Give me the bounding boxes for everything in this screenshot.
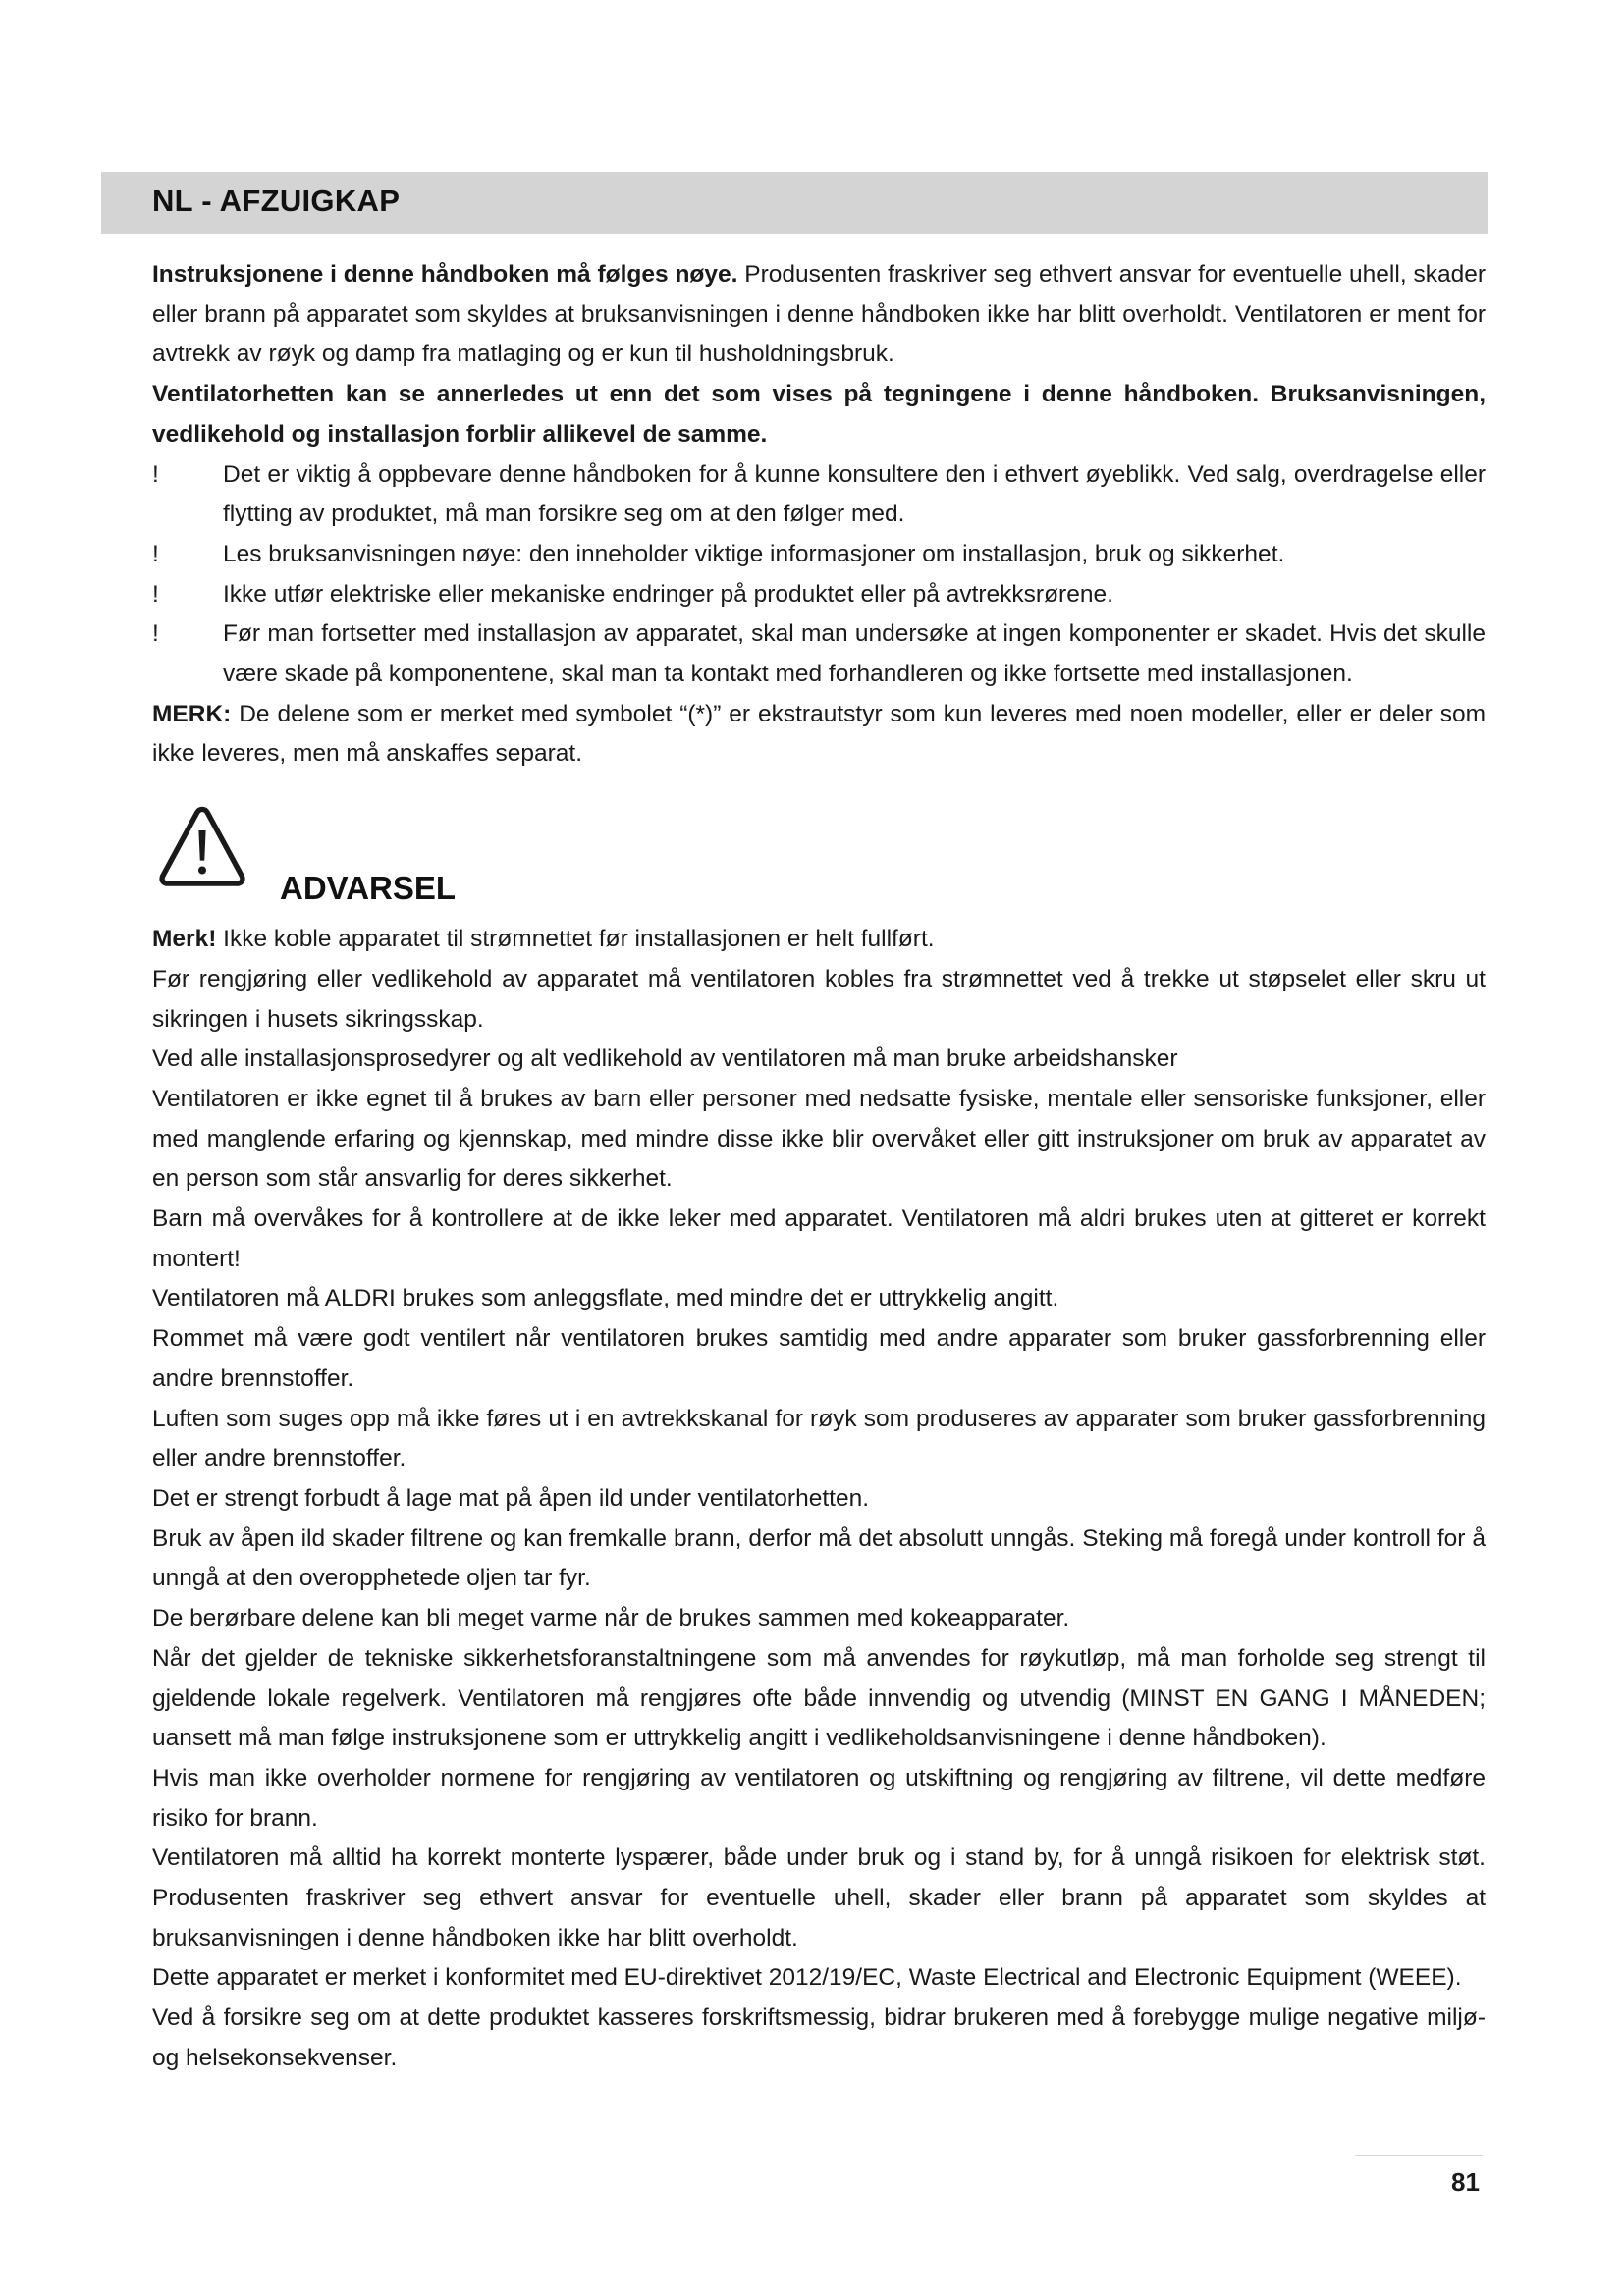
bullet-text: Les bruksanvisningen nøye: den inneholder viktige informasjoner om installasjon, bruk og sikkerhet. <box>223 540 1285 567</box>
warning-paragraph: Ved alle installasjonsprosedyrer og alt vedlikehold av ventilatoren må man bruke arbeidshansker <box>152 1045 1178 1073</box>
warning-paragraph: Hvis man ikke overholder normene for rengjøring av ventilatoren og utskiftning og rengjøring av filtrene, vil dette medføre risiko for brann. <box>152 1764 1486 1832</box>
warning-heading <box>152 804 1486 920</box>
warning-paragraph: Før rengjøring eller vedlikehold av apparatet må ventilatoren kobles fra strømnettet ved å trekke ut støpselet eller skru ut sikringen i husets sikringsskap. <box>152 965 1486 1033</box>
warning-paragraph: Ved å forsikre seg om at dette produktet kasseres forskriftsmessig, bidrar brukeren med å forebygge mulige negative miljø- og helsekonsekvenser. <box>152 2004 1486 2071</box>
merk-label: Merk! <box>152 926 217 953</box>
exclamation-icon: ! <box>152 540 159 567</box>
warning-paragraph: Luften som suges opp må ikke føres ut i en avtrekkskanal for røyk som produseres av apparater som bruker gassforbrenning eller andre brennstoffer. <box>152 1405 1486 1472</box>
document-body <box>152 255 1486 2079</box>
warning-paragraph: Barn må overvåkes for å kontrollere at de ikke leker med apparatet. Ventilatoren må aldri brukes uten at gitteret er korrekt montert! <box>152 1205 1486 1272</box>
note-label: MERK: <box>152 700 232 727</box>
bullet-item <box>152 455 1486 535</box>
intro-notice-bold: Ventilatorhetten kan se annerledes ut enn det som vises på tegningene i denne håndboken. Bruksanvisningen, vedlikehold og installasjon forblir allikevel de samme. <box>152 381 1486 448</box>
warning-paragraph: Bruk av åpen ild skader filtrene og kan fremkalle brann, derfor må det absolutt unngås. Steking må foregå under kontroll for å unngå at den overopphetede oljen tar fyr. <box>152 1524 1486 1592</box>
footer-divider <box>1355 2155 1483 2156</box>
note-text: De delene som er merket med symbolet “(*)” er ekstrautstyr som kun leveres med noen modeller, eller er deler som ikke leveres, men må anskaffes separat. <box>152 700 1486 768</box>
warning-paragraph: Det er strengt forbudt å lage mat på åpen ild under ventilatorhetten. <box>152 1484 870 1512</box>
warning-paragraph: Ventilatoren må alltid ha korrekt monterte lyspærer, både under bruk og i stand by, for å unngå risikoen for elektrisk støt. Produsenten fraskriver seg ethvert ansvar for eventuelle uhell, skader eller brann på apparatet som skyldes at bruksanvisningen i denne håndboken ikke har blitt overholdt. <box>152 1844 1486 1951</box>
exclamation-icon: ! <box>152 580 159 608</box>
bullet-item <box>152 535 1486 575</box>
warning-paragraph: Ventilatoren må ALDRI brukes som anleggsflate, med mindre det er uttrykkelig angitt. <box>152 1285 1059 1312</box>
section-header-bar <box>101 172 1488 234</box>
warning-paragraph: De berørbare delene kan bli meget varme når de brukes sammen med kokeapparater. <box>152 1605 1070 1632</box>
exclamation-icon: ! <box>152 620 159 648</box>
warning-merk-paragraph <box>152 920 1486 960</box>
warning-paragraph: Ventilatoren er ikke egnet til å brukes av barn eller personer med nedsatte fysiske, mentale eller sensoriske funksjoner, eller med manglende erfaring og kjennskap, med mindre disse ikke blir overvåket eller gitt instruksjoner om bruk av apparatet av en person som står ansvarlig for deres sikkerhet. <box>152 1085 1486 1193</box>
warning-paragraph: Rommet må være godt ventilert når ventilatoren brukes samtidig med andre apparater som bruker gassforbrenning eller andre brennstoffer. <box>152 1325 1486 1392</box>
bullet-item <box>152 575 1486 615</box>
intro-lead-text: Produsenten fraskriver seg ethvert ansvar for eventuelle uhell, skader eller brann på apparatet som skyldes at bruksanvisningen i denne håndboken ikke har blitt overholdt. Ventilatoren er ment for avtrekk av røyk og damp fra matlaging og er kun til husholdningsbruk. <box>152 261 1486 368</box>
warning-triangle-icon <box>158 804 246 892</box>
note-paragraph <box>152 695 1486 774</box>
intro-lead-bold: Instruksjonene i denne håndboken må følges nøye. <box>152 261 738 288</box>
warning-paragraph: Når det gjelder de tekniske sikkerhetsforanstaltningene som må anvendes for røykutløp, må man forholde seg strengt til gjeldende lokale regelverk. Ventilatoren må rengjøres ofte både innvendig og utvendig (MINST EN GANG I MÅNEDEN; uansett må man følge instruksjonene som er uttrykkelig angitt i vedlikeholdsanvisningene i denne håndboken). <box>152 1644 1486 1752</box>
section-title: NL - AFZUIGKAP <box>152 184 401 218</box>
warning-title: ADVARSEL <box>280 870 457 907</box>
exclamation-icon: ! <box>152 460 159 488</box>
warning-paragraph: Dette apparatet er merket i konformitet med EU-direktivet 2012/19/EC, Waste Electrical and Electronic Equipment (WEEE). <box>152 1964 1462 1992</box>
page-number: 81 <box>1451 2167 1480 2197</box>
bullet-text: Før man fortsetter med installasjon av apparatet, skal man undersøke at ingen komponenter er skadet. Hvis det skulle være skade på komponentene, skal man ta kontakt med forhandleren og ikke fortsette med installasjonen. <box>223 620 1486 688</box>
intro-paragraph <box>152 255 1486 375</box>
merk-text: Ikke koble apparatet til strømnettet før installasjonen er helt fullført. <box>216 926 935 953</box>
bullet-item <box>152 614 1486 694</box>
bullet-text: Det er viktig å oppbevare denne håndboken for å kunne konsultere den i ethvert øyeblikk. Ved salg, overdragelse eller flytting av produktet, må man forsikre seg om at den følger med. <box>223 460 1486 528</box>
bullet-text: Ikke utfør elektriske eller mekaniske endringer på produktet eller på avtrekksrørene. <box>223 580 1113 608</box>
